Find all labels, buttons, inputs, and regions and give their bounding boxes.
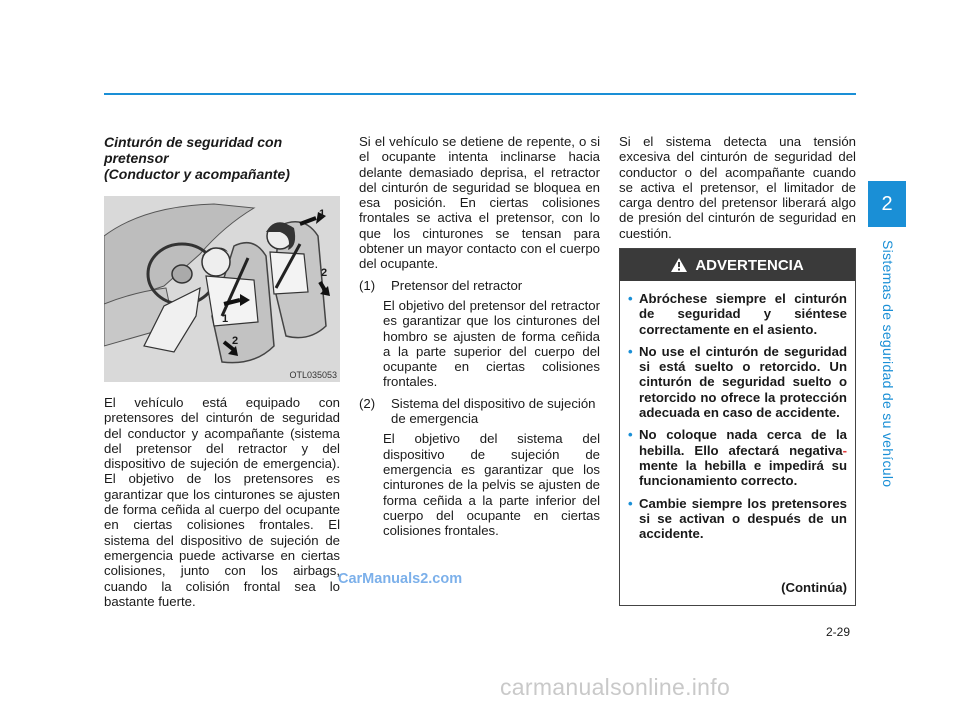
- warning-continue: (Continúa): [781, 580, 847, 595]
- figure-caption: OTL035053: [289, 370, 337, 380]
- page-number: 2-29: [826, 625, 851, 639]
- list-item-1-body: El objetivo del pretensor del retractor es garantizar que los cinturones del hombro se ajusten de forma ceñida a la parte superior del cuerpo del ocupante en ciertas colisiones frontales.: [383, 297, 600, 390]
- list-item-1-number: (1): [359, 277, 376, 293]
- warning-header: [620, 249, 855, 281]
- warning-box: [619, 248, 856, 606]
- figure-label-1: 1: [319, 208, 326, 220]
- list-item-2-title: Sistema del dispositivo de sujeción de emergencia: [391, 395, 596, 427]
- list-item-2: [359, 396, 600, 539]
- top-rule: [104, 93, 856, 95]
- column-3: [619, 134, 856, 241]
- chapter-title-vertical: [878, 240, 896, 490]
- heading-line-2: pretensor: [104, 150, 169, 166]
- list-item-2-number: (2): [359, 395, 376, 411]
- col3-paragraph: Si el sistema detecta una tensión excesiva del cinturón de seguridad del conductor o del acompañante cuando se activa el pretensor, el limitador de carga dentro del pretensor liberará algo de presión del cinturón de seguridad en cuestión.: [619, 134, 856, 241]
- warning-item-3-hyphen: -: [842, 442, 847, 458]
- figure-label-2: 2: [321, 267, 328, 279]
- chapter-tab: 2: [868, 181, 906, 227]
- warning-item-1: [630, 291, 847, 337]
- warning-list: [620, 281, 855, 541]
- figure-label-1-lower: 1: [222, 313, 229, 325]
- bullet-icon: •: [628, 343, 633, 359]
- warning-item-4: [630, 496, 847, 542]
- warning-item-2-text: No use el cinturón de seguridad si está suelto o retorcido. Un cinturón de seguridad suelto o retorcido no ofrece la protección adecuada en caso de accidente.: [639, 343, 847, 421]
- warning-title: ADVERTENCIA: [695, 256, 804, 274]
- bullet-icon: •: [628, 291, 633, 306]
- col2-intro: Si el vehículo se detiene de repente, o si el ocupante intenta inclinarse hacia delante demasiado deprisa, el retractor del cinturón de seguridad se bloquea en esa posición. En ciertas colisiones frontales se activa el pretensor, con lo que los cinturones se tensan para obtener un mayor contacto con el cuerpo del ocupante.: [359, 134, 600, 272]
- warning-item-4-text: Cambie siempre los pretensores si se activan o después de un accidente.: [639, 495, 847, 542]
- section-heading: [104, 134, 340, 182]
- warning-triangle-icon: [671, 258, 687, 272]
- heading-line-3: (Conductor y acompañante): [104, 166, 290, 182]
- column-2: [359, 134, 600, 538]
- figure-label-2-lower: 2: [232, 335, 239, 347]
- watermark-bottom[interactable]: carmanualsonline.info: [500, 674, 731, 700]
- warning-item-2: [630, 344, 847, 420]
- pretensioner-illustration: [104, 196, 340, 382]
- list-item-1-title: Pretensor del retractor: [391, 277, 523, 293]
- watermark-middle[interactable]: CarManuals2.com: [338, 571, 463, 587]
- warning-item-3-text-part2: mente la hebilla e impedirá su funcionamiento correcto.: [639, 457, 847, 489]
- col1-paragraph: El vehículo está equipado con pretensores del cinturón de seguridad del conductor y acompañante (sistema del pretensor del retractor y del dispositivo de sujeción de emergencia). El objetivo de los pretensores es garantizar que los cinturones se ajusten de forma ceñida al cuerpo del ocupante en ciertas colisiones frontales. El sistema del dispositivo de sujeción de emergencia puede activarse en ciertas colisiones, junto con los airbags, cuando la colisión frontal sea lo bastante fuerte.: [104, 395, 340, 609]
- bullet-icon: •: [628, 427, 633, 443]
- chapter-title: Sistemas de seguridad de su vehículo: [880, 240, 896, 488]
- car-interior-drawing: [104, 196, 340, 382]
- heading-line-1: Cinturón de seguridad con: [104, 134, 283, 150]
- list-item-2-body: El objetivo del sistema del dispositivo de sujeción de emergencia es garantizar que los cinturones de la pelvis se ajusten de forma ceñida a la parte inferior del cuerpo del ocupante en ciertas colisiones frontales.: [383, 431, 600, 539]
- warning-item-1-text: Abróchese siempre el cinturón de seguridad y siéntese correctamente en el asiento.: [639, 291, 847, 337]
- list-item-1: [359, 278, 600, 390]
- warning-item-3: [630, 427, 847, 488]
- column-1: [104, 134, 340, 609]
- warning-item-3-text-part1: No coloque nada cerca de la hebilla. Ello afectará negativa: [639, 427, 847, 458]
- bullet-icon: •: [628, 495, 633, 511]
